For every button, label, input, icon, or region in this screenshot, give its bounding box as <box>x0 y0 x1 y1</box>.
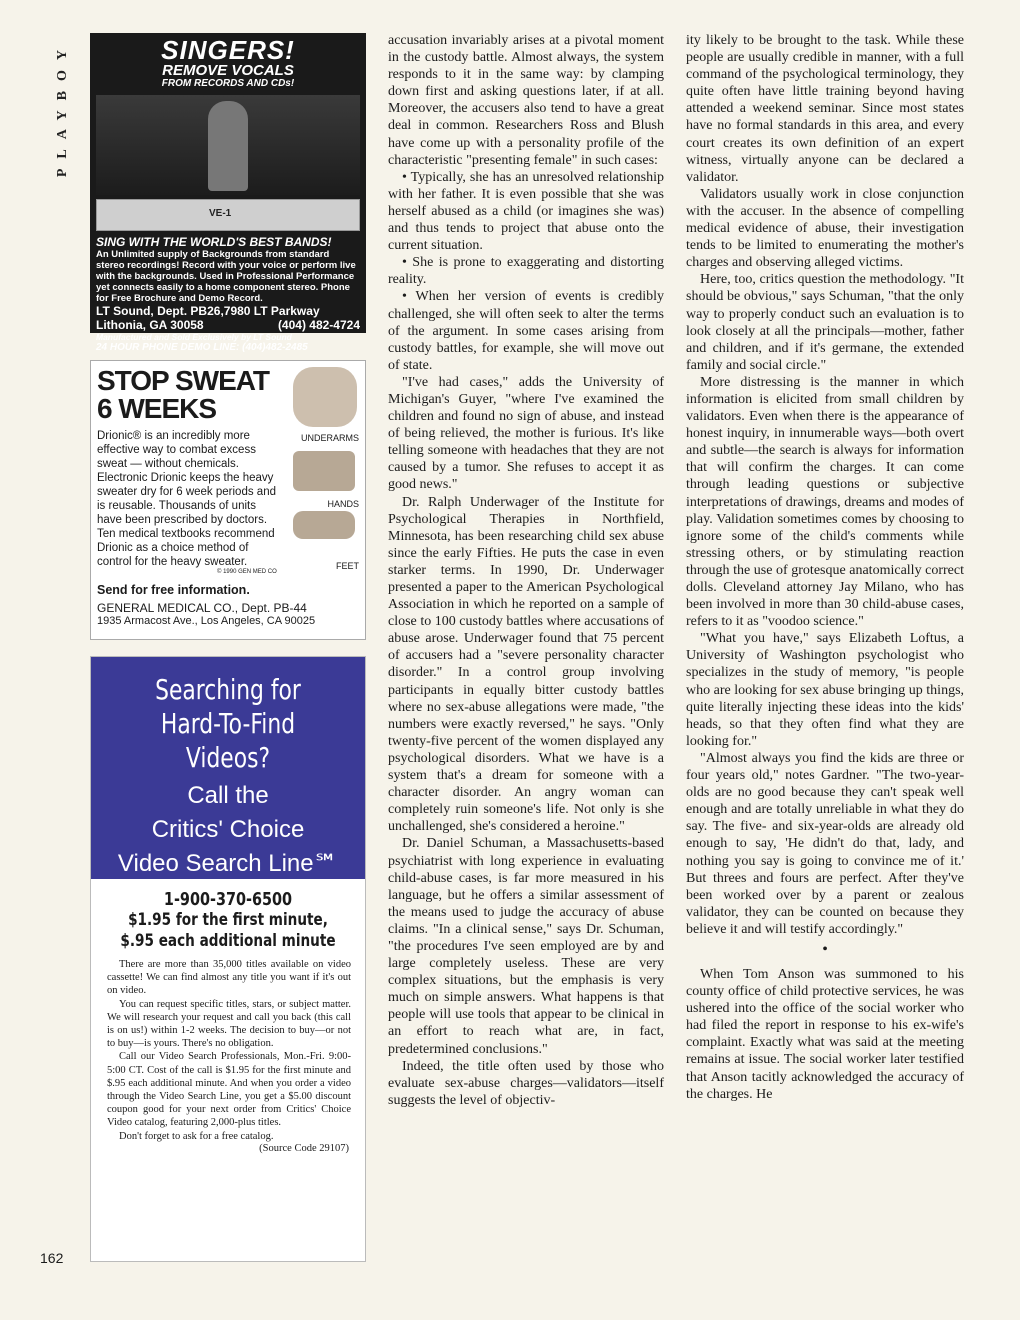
video-phone: 1-900-370-6500 <box>163 889 293 910</box>
video-search-ad <box>90 656 366 1262</box>
article-paragraph: "I've had cases," adds the University of Michigan's Guyer, "where I've examined the children and found no sign of abuse, and instead of being relieved, the mother is furious. It's like telling someone with headaches that they are not caused by a tumor. She refuses to accept it as good news." <box>388 374 664 493</box>
drionic-company: GENERAL MEDICAL CO., Dept. PB-44 <box>97 601 307 615</box>
article-paragraph: When Tom Anson was summoned to his county office of child protective services, he was ushered into the office of the social worker who had filed the report in response to his ex-wife's complaint. Exactly what was said at the meeting remains at issue. The social worker later testified that Anson tacitly acknowledged the accuracy of the charges. He <box>686 966 964 1102</box>
singers-ad <box>90 33 366 353</box>
article-paragraph: "Almost always you find the kids are three or four years old," notes Gardner. "The two-year-olds are no good because they can't speak well enough and are totally unreliable in what they do say. The five- and six-year-olds are already old enough to say, 'He didn't do that, lady, and nothing you say is going to convince me of it.' But threes and fours are perfect. After they've been worked over by a parent or zealous validator, they can be counted on because they believe it and will testify accordingly." <box>686 750 964 937</box>
drionic-body: Drionic® is an incredibly more effective way to combat excess sweat — without chemicals. Electronic Drionic keeps the heavy sweater dry for 6 week periods and is reusable. Thousands of units have been prescribed by doctors. Ten medical textbooks recommend Drionic as a choice method of control for the heavy sweater. <box>97 430 276 568</box>
article-column-2 <box>686 32 964 1103</box>
singers-tagline: SING WITH THE WORLD'S BEST BANDS! <box>96 235 332 249</box>
video-paragraph: You can request specific titles, stars, or subject matter. We will research your request and call you back (this call is on us!) within 1-2 weeks. The decision to buy—or not to buy—is yours. There's no obligation. <box>107 998 351 1050</box>
label-feet: FEET <box>335 561 359 571</box>
video-headline-2: Hard-To-Find Videos? <box>160 707 296 774</box>
drionic-copyright: © 1990 GEN MED CO <box>217 569 277 575</box>
article-bullet: • When her version of events is credibly challenged, she will often seek to alter the terms of the argument. In some cases arising from custody battles, for example, she will move out of state. <box>388 289 664 373</box>
video-headline-1: Searching for <box>155 673 301 706</box>
article-bullet: • Typically, she has an unresolved relationship with her father. It is even possible that she was herself abused as a child (or imagines she was) and thus tends to project that abuse onto the current situation. <box>388 169 664 254</box>
video-paragraph: Call our Video Search Professionals, Mon.-Fri. 9:00-5:00 CT. Cost of the call is $1.95 for the first minute and $.95 each additional minute. And when you order a video through the Video Search Line, you get a $5.00 discount coupon good for your next order from Critics' Choice Video catalog, featuring 2,000-plus titles. <box>107 1051 351 1129</box>
singers-headline: SINGERS! <box>161 35 295 65</box>
article-paragraph: Indeed, the title often used by those who evaluate sex-abuse charges—validators—itself suggests the level of objectiv- <box>388 1058 664 1108</box>
vocal-eliminator-device <box>96 199 360 231</box>
drionic-headline-1: STOP SWEAT <box>97 365 270 396</box>
article-paragraph: More distressing is the manner in which information is elicited from small children by validators. Even when there is the appearance of honest inquiry, in innumerable ways—both overt and subtle—the search is always for information that will confirm the charges. It can come through leading questions or subjective interpretations of drawings, dreams and modes of play. Validation sometimes comes by choosing to ignore some of the child's comments while stressing others, or by stimulating reaction through the use of grotesque anatomically correct dolls. Cleveland attorney Jay Milano, who has been involved in more than 30 child-abuse cases, refers to it as "voodoo science." <box>686 374 964 630</box>
hand-photo <box>293 451 355 491</box>
article-paragraph: Validators usually work in close conjunction with the accuser. In the absence of compelling medical evidence of abuse, their investigation tends to be limited to enumerating the mother's charges and observing alleged victims. <box>686 186 964 271</box>
article-column-1 <box>388 32 664 1109</box>
article-paragraph: Dr. Daniel Schuman, a Massachusetts-based psychiatrist with long experience in evaluating child-abuse cases, is far more measured in his language, but he offers a similar assessment of the means used to judge the accuracy of abuse claims. "In a clinical sense," says Dr. Schuman, "the procedures I've seen employed are by and large completely useless. These are very complex situations, but the emphasis is very much on simple answers. What happens is that people will use tools that appear to be clinical in an effort to reach what are, in fact, predetermined conclusions." <box>388 836 664 1057</box>
singers-demo-line: 24 HOUR PHONE DEMO LINE: (404)482-2485 <box>96 342 308 353</box>
device-label: VE-1 <box>209 208 232 219</box>
singers-phone: (404) 482-4724 <box>277 318 360 332</box>
article-paragraph: Dr. Ralph Underwager of the Institute for Psychological Therapies in Northfield, Minnesota, has been researching child sex abuse since the early Fifties. He puts the case in even starker terms. In 1990, Dr. Underwager presented a paper to the American Psychological Association in which he reported on a sample of close to 100 custody battles where accusations of abuse arose. Underwager found that 75 percent of accusers had a "severe personality character disorder." In a control group involving participants in equally bitter custody battles where no sex-abuse allegations were made, "the numbers were exactly reversed," he says. "Only twenty-five percent of the women displayed any psychological disorders. What we have is a system that's a dream for someone with a character disorder. An angry woman can completely ruin someone's life. Not only is she unchallenged, she's considered a heroine." <box>388 494 664 835</box>
singer-figure <box>208 101 248 191</box>
article-paragraph: accusation invariably arises at a pivotal moment in the custody battle. Almost always, the system responds to it in the same way: by clamping down first and asking questions later, if at all. Moreover, the accusers also tend to have a great deal in common. Researchers Ross and Blush have come up with a personality profile of the characteristic "presenting female" in such cases: <box>388 33 664 168</box>
singers-subhead2: FROM RECORDS AND CDs! <box>161 78 295 89</box>
video-paragraph: There are more than 35,000 titles available on video cassette! We can find almost any title you want if it's out on video. <box>107 959 351 997</box>
singers-body: An Unlimited supply of Backgrounds from standard stereo recordings! Record with your voice or perform live with the backgrounds. Used in Professional Performance yet connects easily to a home component stereo. Phone for Free Brochure and Demo Record. <box>96 249 356 304</box>
underarm-photo <box>293 367 357 427</box>
article-paragraph: Here, too, critics question the methodology. "It should be obvious," says Schuman, "that the only way to properly conduct such an evaluation is to look closely at all the principals—mother, father and children, and if it's germane, the extended family and social circle." <box>686 272 964 373</box>
drionic-address: 1935 Armacost Ave., Los Angeles, CA 90025 <box>97 615 316 627</box>
label-underarms: UNDERARMS <box>300 433 359 443</box>
article-paragraph: "What you have," says Elizabeth Loftus, a University of Washington psychologist who specializes in the study of memory, "is people who are looking for sex abuse bringing up things, quite literally injecting these ideas into the kids' heads, so that they often find what they are looking for." <box>686 631 965 749</box>
video-price-2: $.95 each additional minute <box>120 931 336 951</box>
magazine-running-head: PLAYBOY <box>55 40 70 178</box>
video-paragraph: Don't forget to ask for a free catalog. <box>119 1130 274 1142</box>
label-hands: HANDS <box>327 499 359 509</box>
drionic-free-info: Send for free information. <box>97 583 250 597</box>
drionic-ad <box>90 360 366 640</box>
video-price-1: $1.95 for the first minute, <box>128 910 328 930</box>
article-paragraph: ity likely to be brought to the task. While these people are usually credible in manner, with a full command of the psychological terminology, they quite often have little training beyond having attended a weekend seminar. Since most states have no formal standards in this area, and every court creates its own definition of an expert witness, virtually anyone can be declared a validator. <box>686 33 964 185</box>
singers-company: LT Sound, Dept. PB26,7980 LT Parkway <box>96 304 320 318</box>
page-number: 162 <box>40 1250 64 1266</box>
video-source-code: (Source Code 29107) <box>259 1142 349 1154</box>
singers-mfg: Manufactured and Sold Exclusively by LT Sound <box>96 332 292 342</box>
singers-photo <box>96 95 360 195</box>
video-call-3: Video Search Line℠ <box>117 850 339 877</box>
singers-subhead: REMOVE VOCALS <box>162 62 294 79</box>
foot-photo <box>293 511 355 539</box>
video-ad-body <box>91 952 365 1143</box>
video-ad-banner <box>91 657 365 879</box>
singers-city: Lithonia, GA 30058 <box>96 318 204 332</box>
video-call-1: Call the <box>187 782 269 809</box>
drionic-headline-2: 6 WEEKS <box>97 393 217 424</box>
section-break: • <box>822 940 828 958</box>
article-bullet: • She is prone to exaggerating and distorting reality. <box>388 255 664 288</box>
video-call-2: Critics' Choice <box>151 816 305 843</box>
